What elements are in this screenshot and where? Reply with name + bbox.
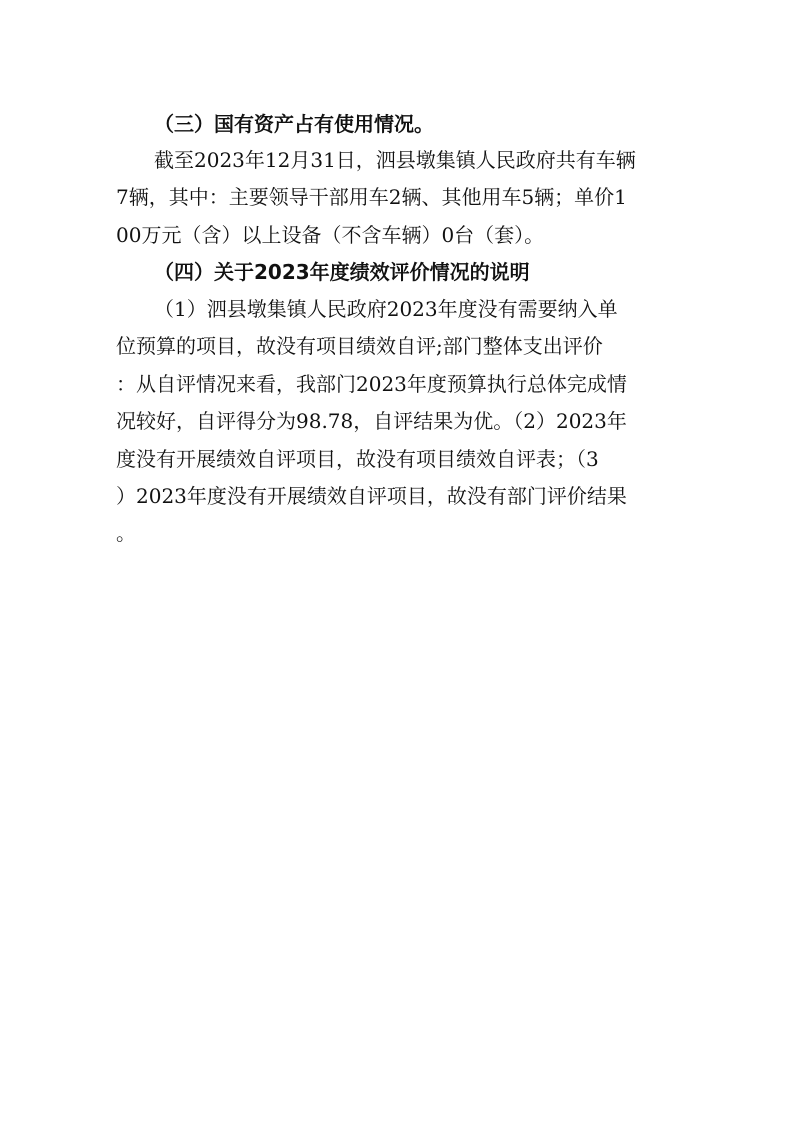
- section-4-line-6: ）2023年度没有开展绩效自评项目，故没有部门评价结果: [116, 484, 627, 508]
- section-3-heading: （三）国有资产占有使用情况。: [154, 112, 434, 136]
- section-4-line-1: （1）泗县墩集镇人民政府2023年度没有需要纳入单: [154, 297, 618, 321]
- section-3-line-3: 00万元（含）以上设备（不含车辆）0台（套）。: [116, 223, 545, 247]
- section-3-line-2: 7辆，其中：主要领导干部用车2辆、其他用车5辆；单价1: [116, 185, 627, 209]
- section-4-line-3: ：从自评情况来看，我部门2023年度预算执行总体完成情: [116, 372, 627, 396]
- section-4-line-4: 况较好，自评得分为98.78，自评结果为优。（2）2023年: [116, 409, 627, 433]
- section-4-line-2: 位预算的项目，故没有项目绩效自评;部门整体支出评价: [116, 334, 603, 358]
- section-4-heading: （四）关于2023年度绩效评价情况的说明: [154, 260, 530, 284]
- section-4-line-7: 。: [116, 521, 136, 545]
- section-4-line-5: 度没有开展绩效自评项目，故没有项目绩效自评表；（3: [116, 447, 599, 471]
- section-3-line-1: 截至2023年12月31日，泗县墩集镇人民政府共有车辆: [154, 148, 636, 172]
